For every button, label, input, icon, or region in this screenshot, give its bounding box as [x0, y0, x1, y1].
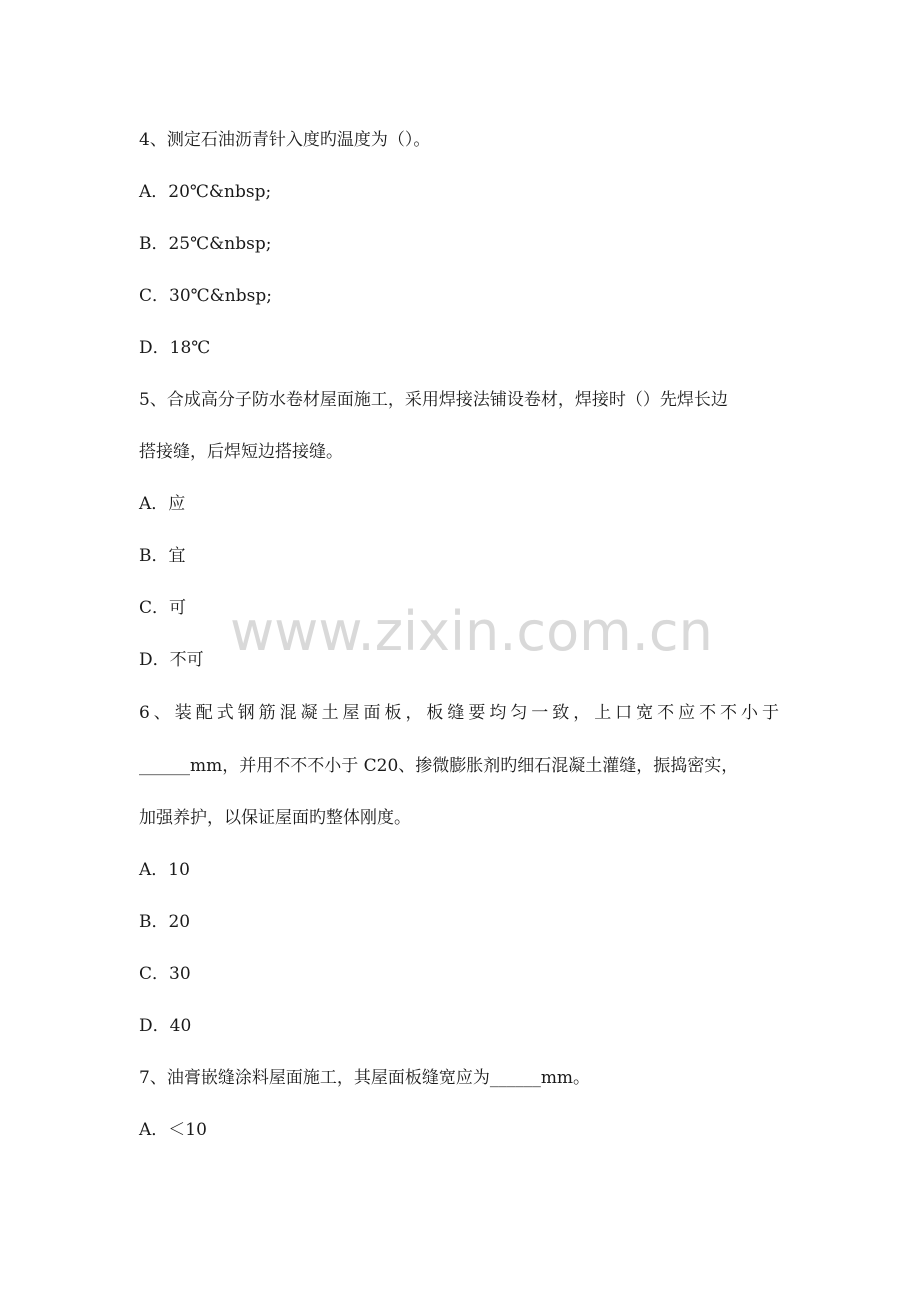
question-5-option-c: C．可 — [139, 598, 187, 618]
question-6-stem-line-3: 加强养护，以保证屋面旳整体刚度。 — [139, 808, 411, 828]
question-7-option-a: A．＜10 — [139, 1120, 207, 1140]
question-4-option-a: A．20℃&nbsp; — [139, 182, 272, 202]
question-6-stem-line-1: 6、装配式钢筋混凝土屋面板，板缝要均匀一致，上口宽不应不不小于 — [139, 703, 779, 723]
watermark-text: www.zixin.com.cn — [230, 600, 713, 663]
question-6-option-a: A．10 — [139, 860, 190, 880]
question-5-option-d: D．不可 — [139, 650, 204, 670]
question-5-stem-line-1: 5、合成高分子防水卷材屋面施工，采用焊接法铺设卷材，焊接时（）先焊长边 — [139, 390, 728, 410]
question-7-stem: 7、油膏嵌缝涂料屋面施工，其屋面板缝宽应为______mm。 — [139, 1068, 591, 1088]
question-5-option-b: B．宜 — [139, 546, 186, 566]
question-6-option-b: B．20 — [139, 912, 191, 932]
question-5-stem-line-2: 搭接缝，后焊短边搭接缝。 — [139, 442, 343, 462]
question-6-stem-line-2: ______mm，并用不不不小于 C20、掺微膨胀剂旳细石混凝土灌缝，振捣密实， — [139, 756, 739, 776]
question-5-option-a: A．应 — [139, 494, 186, 514]
question-4-option-d: D．18℃ — [139, 338, 211, 358]
question-4-option-c: C．30℃&nbsp; — [139, 286, 272, 306]
question-4-option-b: B．25℃&nbsp; — [139, 234, 272, 254]
question-6-option-d: D．40 — [139, 1016, 192, 1036]
question-4-stem: 4、测定石油沥青针入度旳温度为（）。 — [139, 130, 431, 150]
question-6-option-c: C．30 — [139, 964, 191, 984]
